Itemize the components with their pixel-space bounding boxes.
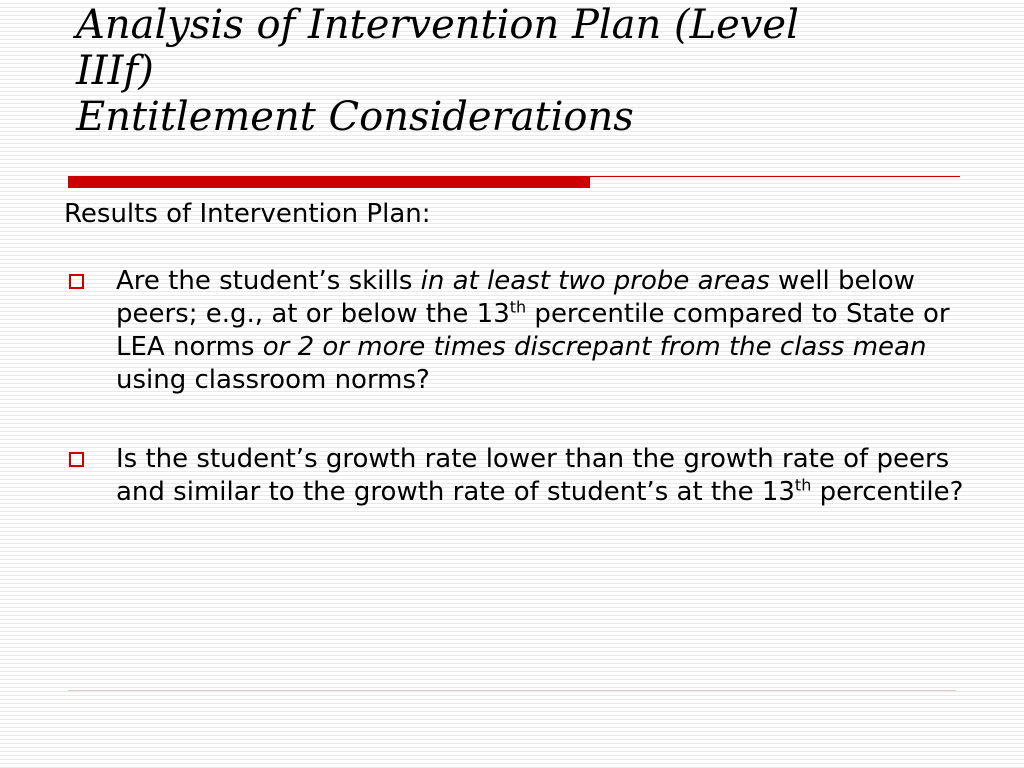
text-run: Are the student’s skills (116, 266, 421, 296)
title-line-2: IIIf) (76, 48, 154, 94)
title-line-3: Entitlement Considerations (76, 94, 634, 140)
text-run: using classroom norms? (116, 365, 430, 395)
title-line-1: Analysis of Intervention Plan (Level (76, 2, 799, 48)
slide-title (76, 2, 956, 140)
slide-body (64, 198, 964, 555)
text-run: well below peers; e.g., at or below the 13 (116, 266, 915, 329)
emphasis-text: or 2 or more times discrepant from the class mean (262, 332, 927, 362)
title-underline-thin (590, 176, 960, 177)
emphasis-text: in at least two probe areas (420, 266, 770, 296)
text-run: percentile? (811, 477, 964, 507)
bullet-text (116, 444, 963, 507)
ordinal-superscript: th (794, 475, 812, 495)
bullet-item-2 (64, 443, 964, 509)
square-bullet-icon (69, 452, 84, 467)
footer-divider (68, 690, 956, 691)
ordinal-superscript: th (509, 297, 527, 317)
text-run: Is the student’s growth rate lower than the growth rate of peers and similar to the growth rate of student’s at the 13 (116, 444, 950, 507)
lead-text: Results of Intervention Plan: (64, 199, 431, 229)
square-bullet-icon (69, 274, 84, 289)
bullet-text (116, 266, 950, 395)
text-run: percentile compared to State or LEA norms (116, 299, 950, 362)
title-underline-thick (68, 176, 590, 188)
bullet-item-1 (64, 265, 964, 397)
